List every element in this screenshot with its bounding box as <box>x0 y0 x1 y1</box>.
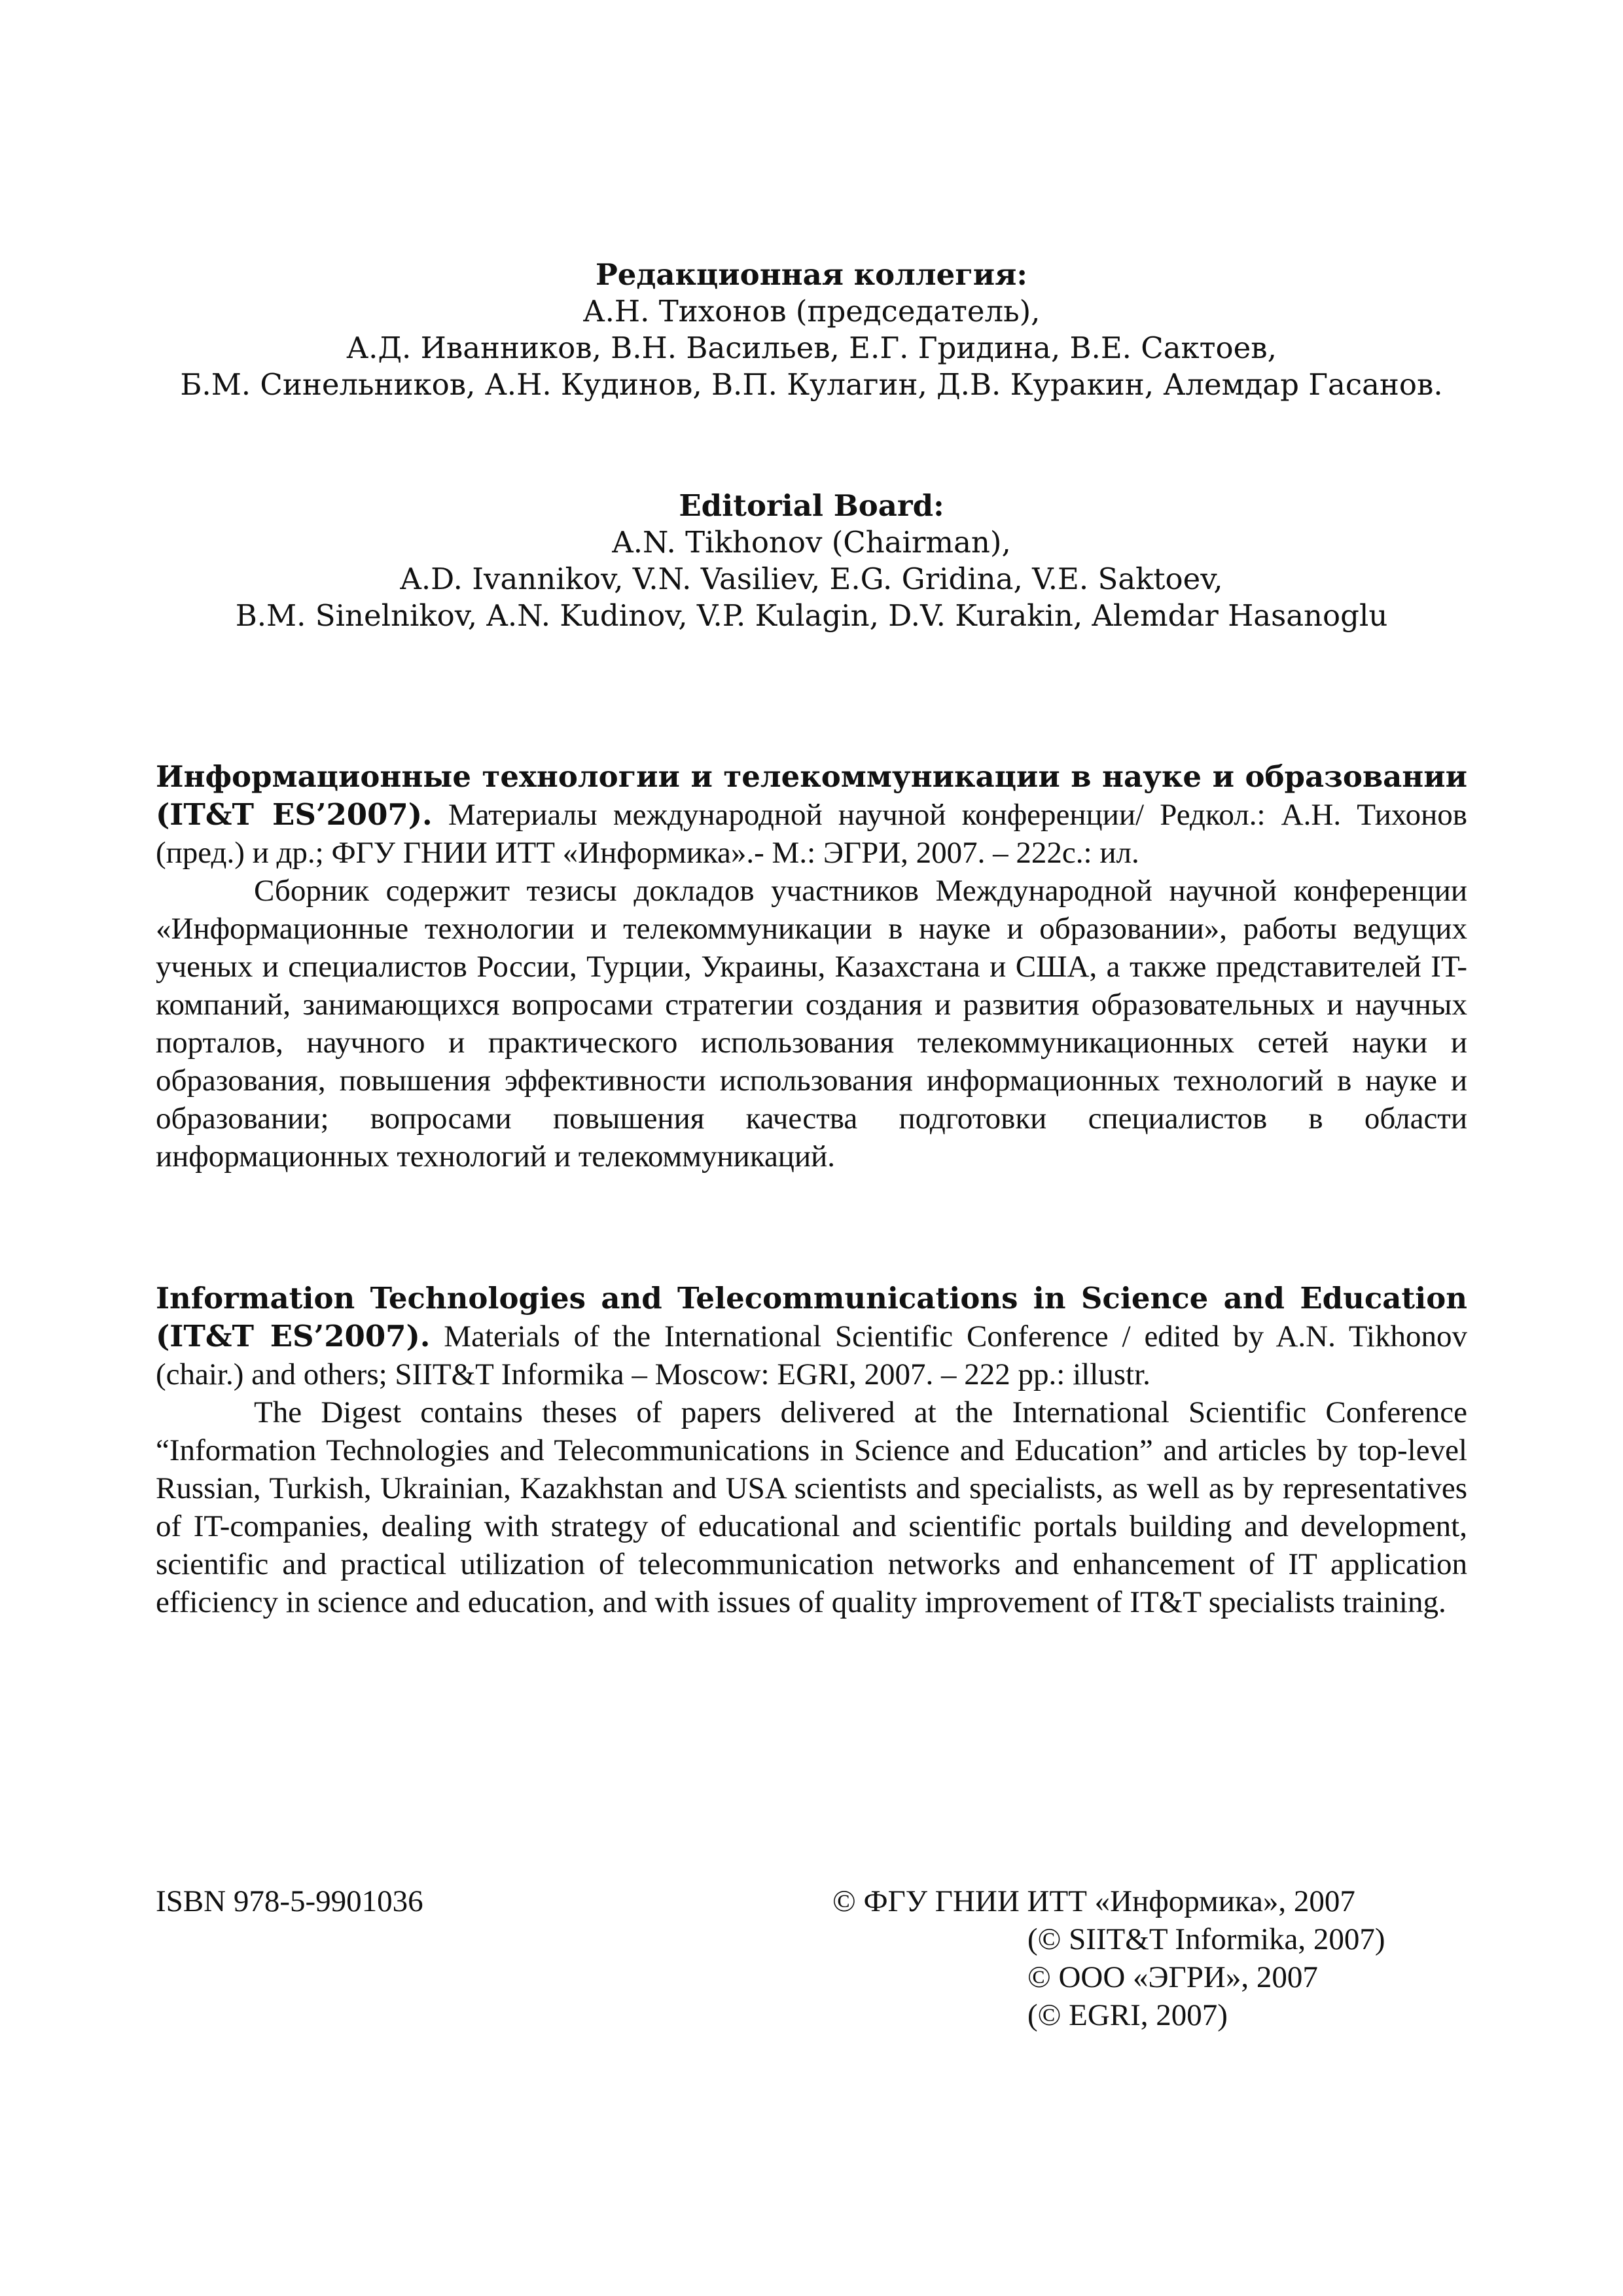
editorial-board-en-line: A.N. Tikhonov (Chairman), <box>612 525 1011 560</box>
editorial-board-ru-line: Б.М. Синельников, А.Н. Кудинов, В.П. Кулагин, Д.В. Куракин, Алемдар Гасанов. <box>180 367 1443 402</box>
editorial-board-ru-line: А.Н. Тихонов (председатель), <box>582 294 1041 329</box>
editorial-board-ru <box>0 257 1623 403</box>
abstract-ru-title: Информационные технологии и телекоммуникации в науке и образовании (IT&T ES’2007). <box>156 759 1467 832</box>
abstract-ru <box>156 758 1467 1175</box>
editorial-board-ru-line: А.Д. Иванников, В.Н. Васильев, Е.Г. Гридина, В.Е. Сактоев, <box>346 331 1277 365</box>
editorial-board-en <box>0 488 1623 634</box>
copyright-line: © ООО «ЭГРИ», 2007 <box>1027 1960 1318 1994</box>
abstract-ru-citation: Материалы международной научной конференции/ Редкол.: А.Н. Тихонов (пред.) и др.; ФГУ ГНИИ ИТТ «Информика».- М.: ЭГРИ, 2007. – 222с.: ил. <box>156 798 1467 870</box>
editorial-board-en-line: B.M. Sinelnikov, A.N. Kudinov, V.P. Kulagin, D.V. Kurakin, Alemdar Hasanoglu <box>235 598 1388 633</box>
copyright-block <box>832 1882 1385 2034</box>
copyright-line: (© SIIT&T Informika, 2007) <box>1027 1922 1385 1956</box>
copyright-line: © ФГУ ГНИИ ИТТ «Информика», 2007 <box>832 1884 1355 1918</box>
editorial-board-en-names <box>0 524 1623 634</box>
abstract-en <box>156 1280 1467 1621</box>
abstract-en-citation-paragraph <box>156 1280 1467 1393</box>
editorial-board-ru-heading: Редакционная коллегия: <box>595 257 1028 292</box>
isbn: ISBN 978-5-9901036 <box>156 1884 423 1918</box>
abstract-ru-citation-paragraph <box>156 758 1467 872</box>
editorial-board-en-heading: Editorial Board: <box>679 488 944 523</box>
abstract-en-body: The Digest contains theses of papers delivered at the International Scientific Conference “Information Technologies and Telecommunications in Science and Education” and articles by top-level Russian, Turkish, Ukrainian, Kazakhstan and USA scientists and specialists, as well as by representatives of IT-companies, dealing with strategy of educational and scientific portals building and development, scientific and practical utilization of telecommunication networks and enhancement of IT application efficiency in science and education, and with issues of quality improvement of IT&T specialists training. <box>156 1395 1467 1619</box>
abstract-ru-body: Сборник содержит тезисы докладов участников Международной научной конференции «Информационные технологии и телекоммуникации в науке и образовании», работы ведущих ученых и специалистов России, Турции, Украины, Казахстана и США, а также представителей IT-компаний, занимающихся вопросами стратегии создания и развития образовательных и научных порталов, научного и практического использования телекоммуникационных сетей науки и образования, повышения эффективности использования информационных технологий в науке и образовании; вопросами повышения качества подготовки специалистов в области информационных технологий и телекоммуникаций. <box>156 874 1467 1174</box>
abstract-en-citation: Materials of the International Scientific Conference / edited by A.N. Tikhonov (chair.) and others; SIIT&T Informika – Moscow: EGRI, 2007. – 222 pp.: illustr. <box>156 1319 1467 1391</box>
abstract-en-title: Information Technologies and Telecommunications in Science and Education (IT&T ES’2007). <box>156 1281 1467 1354</box>
copyright-line: (© EGRI, 2007) <box>1027 1998 1228 2032</box>
editorial-board-ru-names <box>0 293 1623 403</box>
editorial-board-en-line: A.D. Ivannikov, V.N. Vasiliev, E.G. Gridina, V.E. Saktoev, <box>400 562 1223 596</box>
